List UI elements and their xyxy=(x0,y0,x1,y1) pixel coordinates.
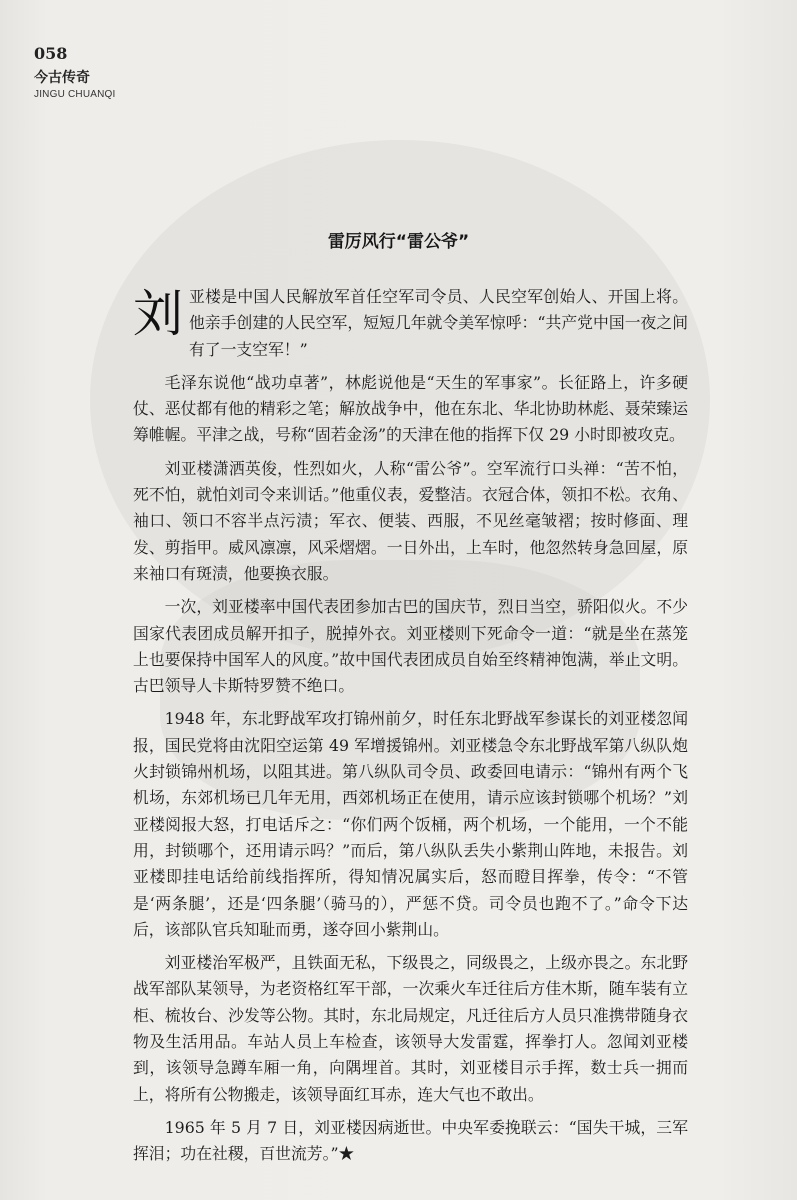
paragraph-4: 一次，刘亚楼率中国代表团参加古巴的国庆节，烈日当空，骄阳似火。不少国家代表团成员解开扣子，脱掉外衣。刘亚楼则下死命令一道：“就是坐在蒸笼上也要保持中国军人的风度。”故中国代表团成员自始至终精神饱满，举止文明。古巴领导人卡斯特罗赞不绝口。 xyxy=(133,597,688,696)
paragraph-1 xyxy=(133,284,688,363)
paragraph-text: 亚楼是中国人民解放军首任空军司令员、人民空军创始人、开国上将。他亲手创建的人民空军，短短几年就令美军惊呼：“共产党中国一夜之间有了一支空军！” xyxy=(189,287,688,359)
article-title: 雷厉风行“雷公爷” xyxy=(327,232,470,252)
paragraph-6: 刘亚楼治军极严，且铁面无私，下级畏之，同级畏之，上级亦畏之。东北野战军部队某领导，为老资格红军干部，一次乘火车迁往后方佳木斯，随车装有立柜、梳妆台、沙发等公物。其时，东北局规定，凡迁往后方人员只准携带随身衣物及生活用品。车站人员上车检查，该领导大发雷霆，挥拳打人。忽闻刘亚楼到，该领导急蹲车厢一角，向隅埋首。其时，刘亚楼目示手挥，数士兵一拥而上，将所有公物搬走，该领导面红耳赤，连大气也不敢出。 xyxy=(133,953,688,1104)
article-body xyxy=(133,284,688,1175)
paragraph-2: 毛泽东说他“战功卓著”，林彪说他是“天生的军事家”。长征路上，许多硬仗、恶仗都有他的精彩之笔；解放战争中，他在东北、华北协助林彪、聂荣臻运筹帷幄。平津之战，号称“固若金汤”的天津在他的指挥下仅 29 小时即被攻克。 xyxy=(133,372,688,445)
paragraph-5: 1948 年，东北野战军攻打锦州前夕，时任东北野战军参谋长的刘亚楼忽闻报，国民党将由沈阳空运第 49 军增援锦州。刘亚楼急令东北野战军第八纵队炮火封锁锦州机场，以阻其进。第八纵队司令员、政委回电请示：“锦州有两个飞机场，东郊机场已几年无用，西郊机场正在使用，请示应该封锁哪个机场？”刘亚楼阅报大怒，打电话斥之：“你们两个饭桶，两个机场，一个能用，一个不能用，封锁哪个，还用请示吗？”而后，第八纵队丢失小紫荆山阵地，未报告。刘亚楼即挂电话给前线指挥所，得知情况属实后，怒而瞪目挥拳，传令：“不管是‘两条腿’，还是‘四条腿’（骑马的），严惩不贷。司令员也跑不了。”命令下达后，该部队官兵知耻而勇，遂夺回小紫荆山。 xyxy=(133,709,688,939)
paragraph-3: 刘亚楼潇洒英俊，性烈如火，人称“雷公爷”。空军流行口头禅：“苦不怕，死不怕，就怕刘司令来训话。”他重仪表，爱整洁。衣冠合体，领扣不松。衣角、袖口、领口不容半点污渍；军衣、便装、西服，不见丝毫皱褶；按时修面、理发、剪指甲。威风凛凛，风采熠熠。一日外出，上车时，他忽然转身急回屋，原来袖口有斑渍，他要换衣服。 xyxy=(133,458,688,583)
page-header xyxy=(34,44,116,102)
journal-title: 今古传奇 xyxy=(34,70,90,86)
journal-title-pinyin: JINGU CHUANQI xyxy=(34,89,116,100)
paragraph-7: 1965 年 5 月 7 日，刘亚楼因病逝世。中央军委挽联云：“国失干城，三军挥泪；功在社稷，百世流芳。”★ xyxy=(133,1117,688,1164)
drop-cap: 刘 xyxy=(133,285,183,343)
page-number: 058 xyxy=(34,44,68,63)
